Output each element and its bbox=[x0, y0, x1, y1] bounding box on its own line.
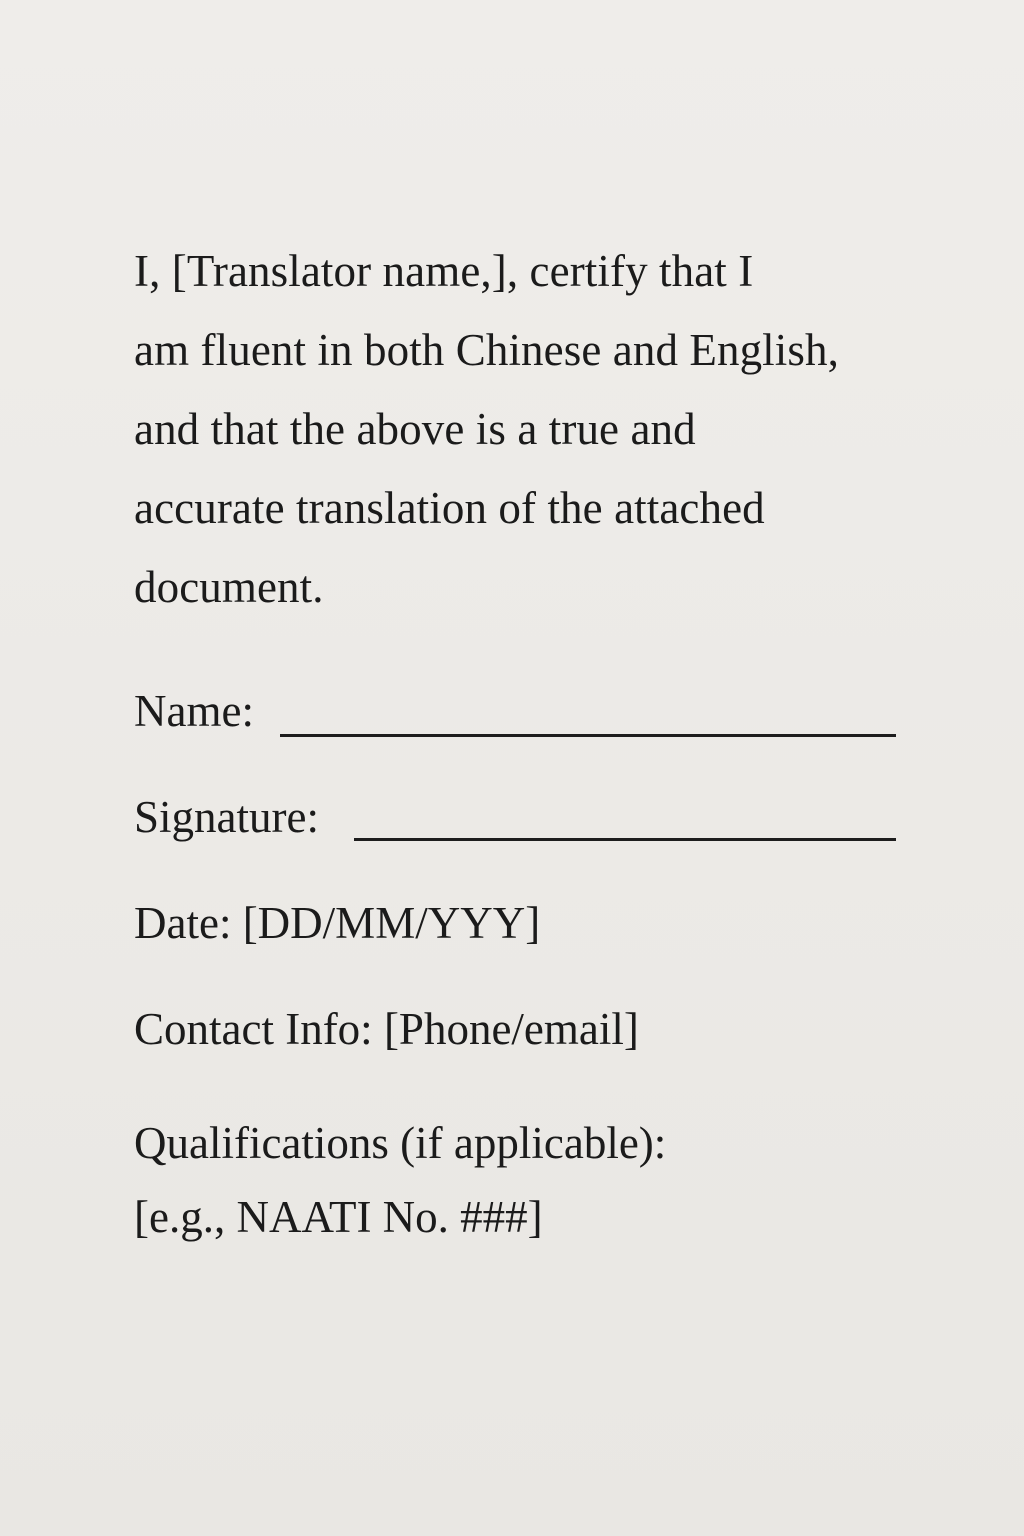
qualifications-field bbox=[134, 1106, 666, 1254]
signature-blank-line bbox=[354, 838, 896, 841]
contact-info-field: Contact Info: [Phone/email] bbox=[134, 1004, 639, 1054]
statement-line-2: am fluent in both Chinese and English, bbox=[134, 325, 839, 375]
statement-line-5: document. bbox=[134, 562, 324, 612]
qualifications-value: [e.g., NAATI No. ###] bbox=[134, 1192, 543, 1242]
signature-label: Signature: bbox=[134, 792, 319, 842]
name-field-row bbox=[134, 684, 254, 738]
certification-statement bbox=[134, 232, 954, 627]
signature-field-row bbox=[134, 790, 319, 844]
name-blank-line bbox=[280, 734, 896, 737]
date-field: Date: [DD/MM/YYY] bbox=[134, 898, 541, 948]
statement-line-1: I, [Translator name,], certify that I bbox=[134, 246, 754, 296]
statement-line-3: and that the above is a true and bbox=[134, 404, 696, 454]
statement-line-4: accurate translation of the attached bbox=[134, 483, 765, 533]
certification-form bbox=[134, 232, 954, 1242]
name-label: Name: bbox=[134, 686, 254, 736]
qualifications-label: Qualifications (if applicable): bbox=[134, 1118, 667, 1168]
